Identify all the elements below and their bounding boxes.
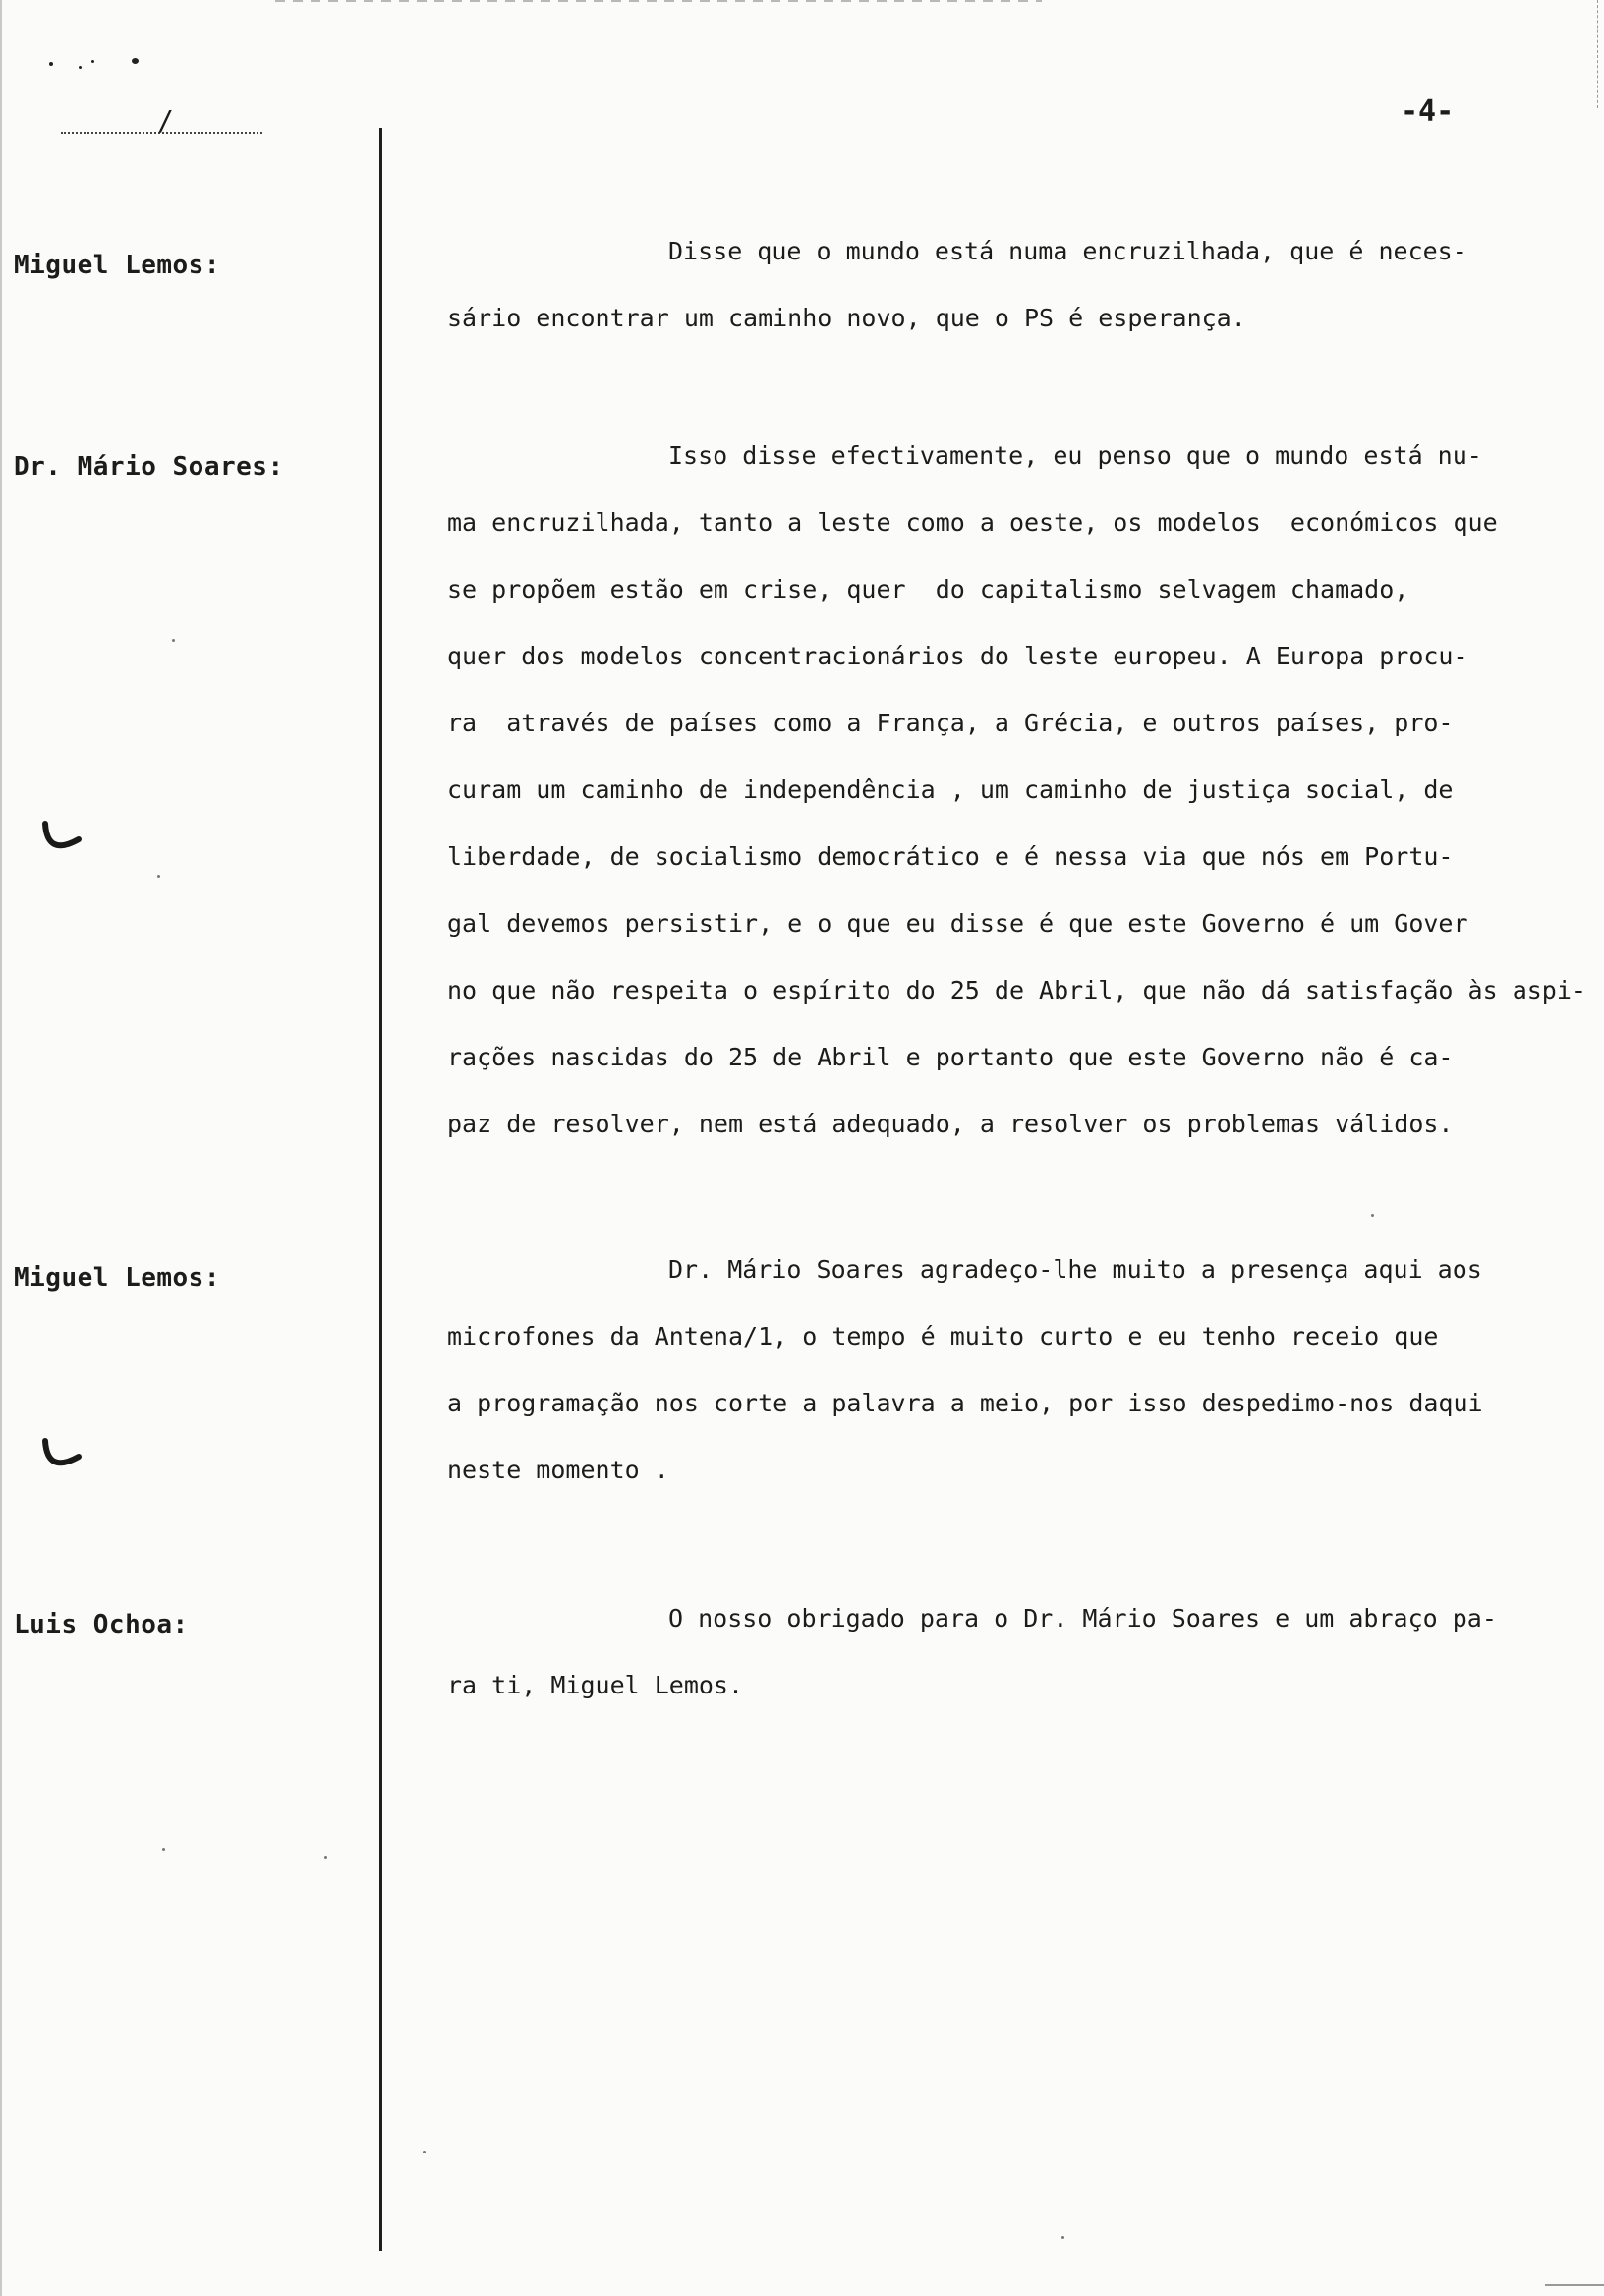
- speech-line: ra através de países como a França, a Grécia, e outros países, pro-: [447, 709, 1454, 737]
- top-edge-marks: [275, 0, 1042, 2]
- speech-line: Disse que o mundo está numa encruzilhada, que é neces-: [668, 237, 1467, 265]
- speech-line: no que não respeita o espírito do 25 de Abril, que não dá satisfação às aspi-: [447, 976, 1586, 1004]
- speech-line: se propõem estão em crise, quer do capitalismo selvagem chamado,: [447, 575, 1409, 603]
- speech-line: liberdade, de socialismo democrático e é nessa via que nós em Portu-: [447, 842, 1454, 871]
- corner-ink-marks: [49, 54, 147, 74]
- speech-line: rações nascidas do 25 de Abril e portanto que este Governo não é ca-: [447, 1043, 1454, 1071]
- speech-line: Dr. Mário Soares agradeço-lhe muito a presença aqui aos: [668, 1255, 1482, 1284]
- speaker-label: Luis Ochoa:: [14, 1610, 189, 1639]
- scan-bottom-mark: [1545, 2284, 1604, 2286]
- speech-line: paz de resolver, nem está adequado, a resolver os problemas válidos.: [447, 1110, 1454, 1138]
- scan-speck: [324, 1856, 327, 1859]
- page-number: -4-: [1401, 94, 1455, 129]
- scan-speck: [162, 1848, 165, 1851]
- scan-speck: [157, 875, 160, 878]
- scan-right-edge: [1597, 0, 1604, 108]
- speech-line: gal devemos persistir, e o que eu disse é que este Governo é um Gover: [447, 909, 1468, 938]
- margin-rule: [379, 128, 382, 2251]
- margin-bracket-icon: [39, 818, 86, 865]
- speech-line: ra ti, Miguel Lemos.: [447, 1671, 744, 1699]
- speech-block: [447, 1585, 1597, 1719]
- speech-line: curam um caminho de independência , um caminho de justiça social, de: [447, 775, 1454, 804]
- speech-line: O nosso obrigado para o Dr. Mário Soares e um abraço pa-: [668, 1604, 1497, 1633]
- speech-line: neste momento .: [447, 1456, 669, 1484]
- speech-line: sário encontrar um caminho novo, que o PS é esperança.: [447, 304, 1246, 332]
- reference-field: [61, 106, 262, 136]
- scan-speck: [172, 639, 175, 642]
- speech-line: a programação nos corte a palavra a meio, por isso despedimo-nos daqui: [447, 1389, 1483, 1417]
- speech-line: quer dos modelos concentracionários do leste europeu. A Europa procu-: [447, 642, 1468, 670]
- speaker-label: Miguel Lemos:: [14, 1263, 220, 1292]
- margin-bracket-icon: [39, 1435, 86, 1482]
- speech-block: [447, 218, 1597, 352]
- speaker-label: Dr. Mário Soares:: [14, 452, 284, 482]
- speech-line: ma encruzilhada, tanto a leste como a oeste, os modelos económicos que: [447, 508, 1498, 537]
- scan-speck: [423, 2151, 426, 2153]
- speech-block: [447, 423, 1597, 1158]
- speech-line: Isso disse efectivamente, eu penso que o mundo está nu-: [668, 441, 1482, 470]
- speech-line: microfones da Antena/1, o tempo é muito curto e eu tenho receio que: [447, 1322, 1439, 1350]
- reference-slash: /: [157, 104, 174, 137]
- scan-left-edge: [0, 0, 2, 2296]
- scan-speck: [1371, 1214, 1374, 1217]
- speech-block: [447, 1236, 1597, 1504]
- scan-speck: [1061, 2236, 1064, 2239]
- speaker-label: Miguel Lemos:: [14, 251, 220, 280]
